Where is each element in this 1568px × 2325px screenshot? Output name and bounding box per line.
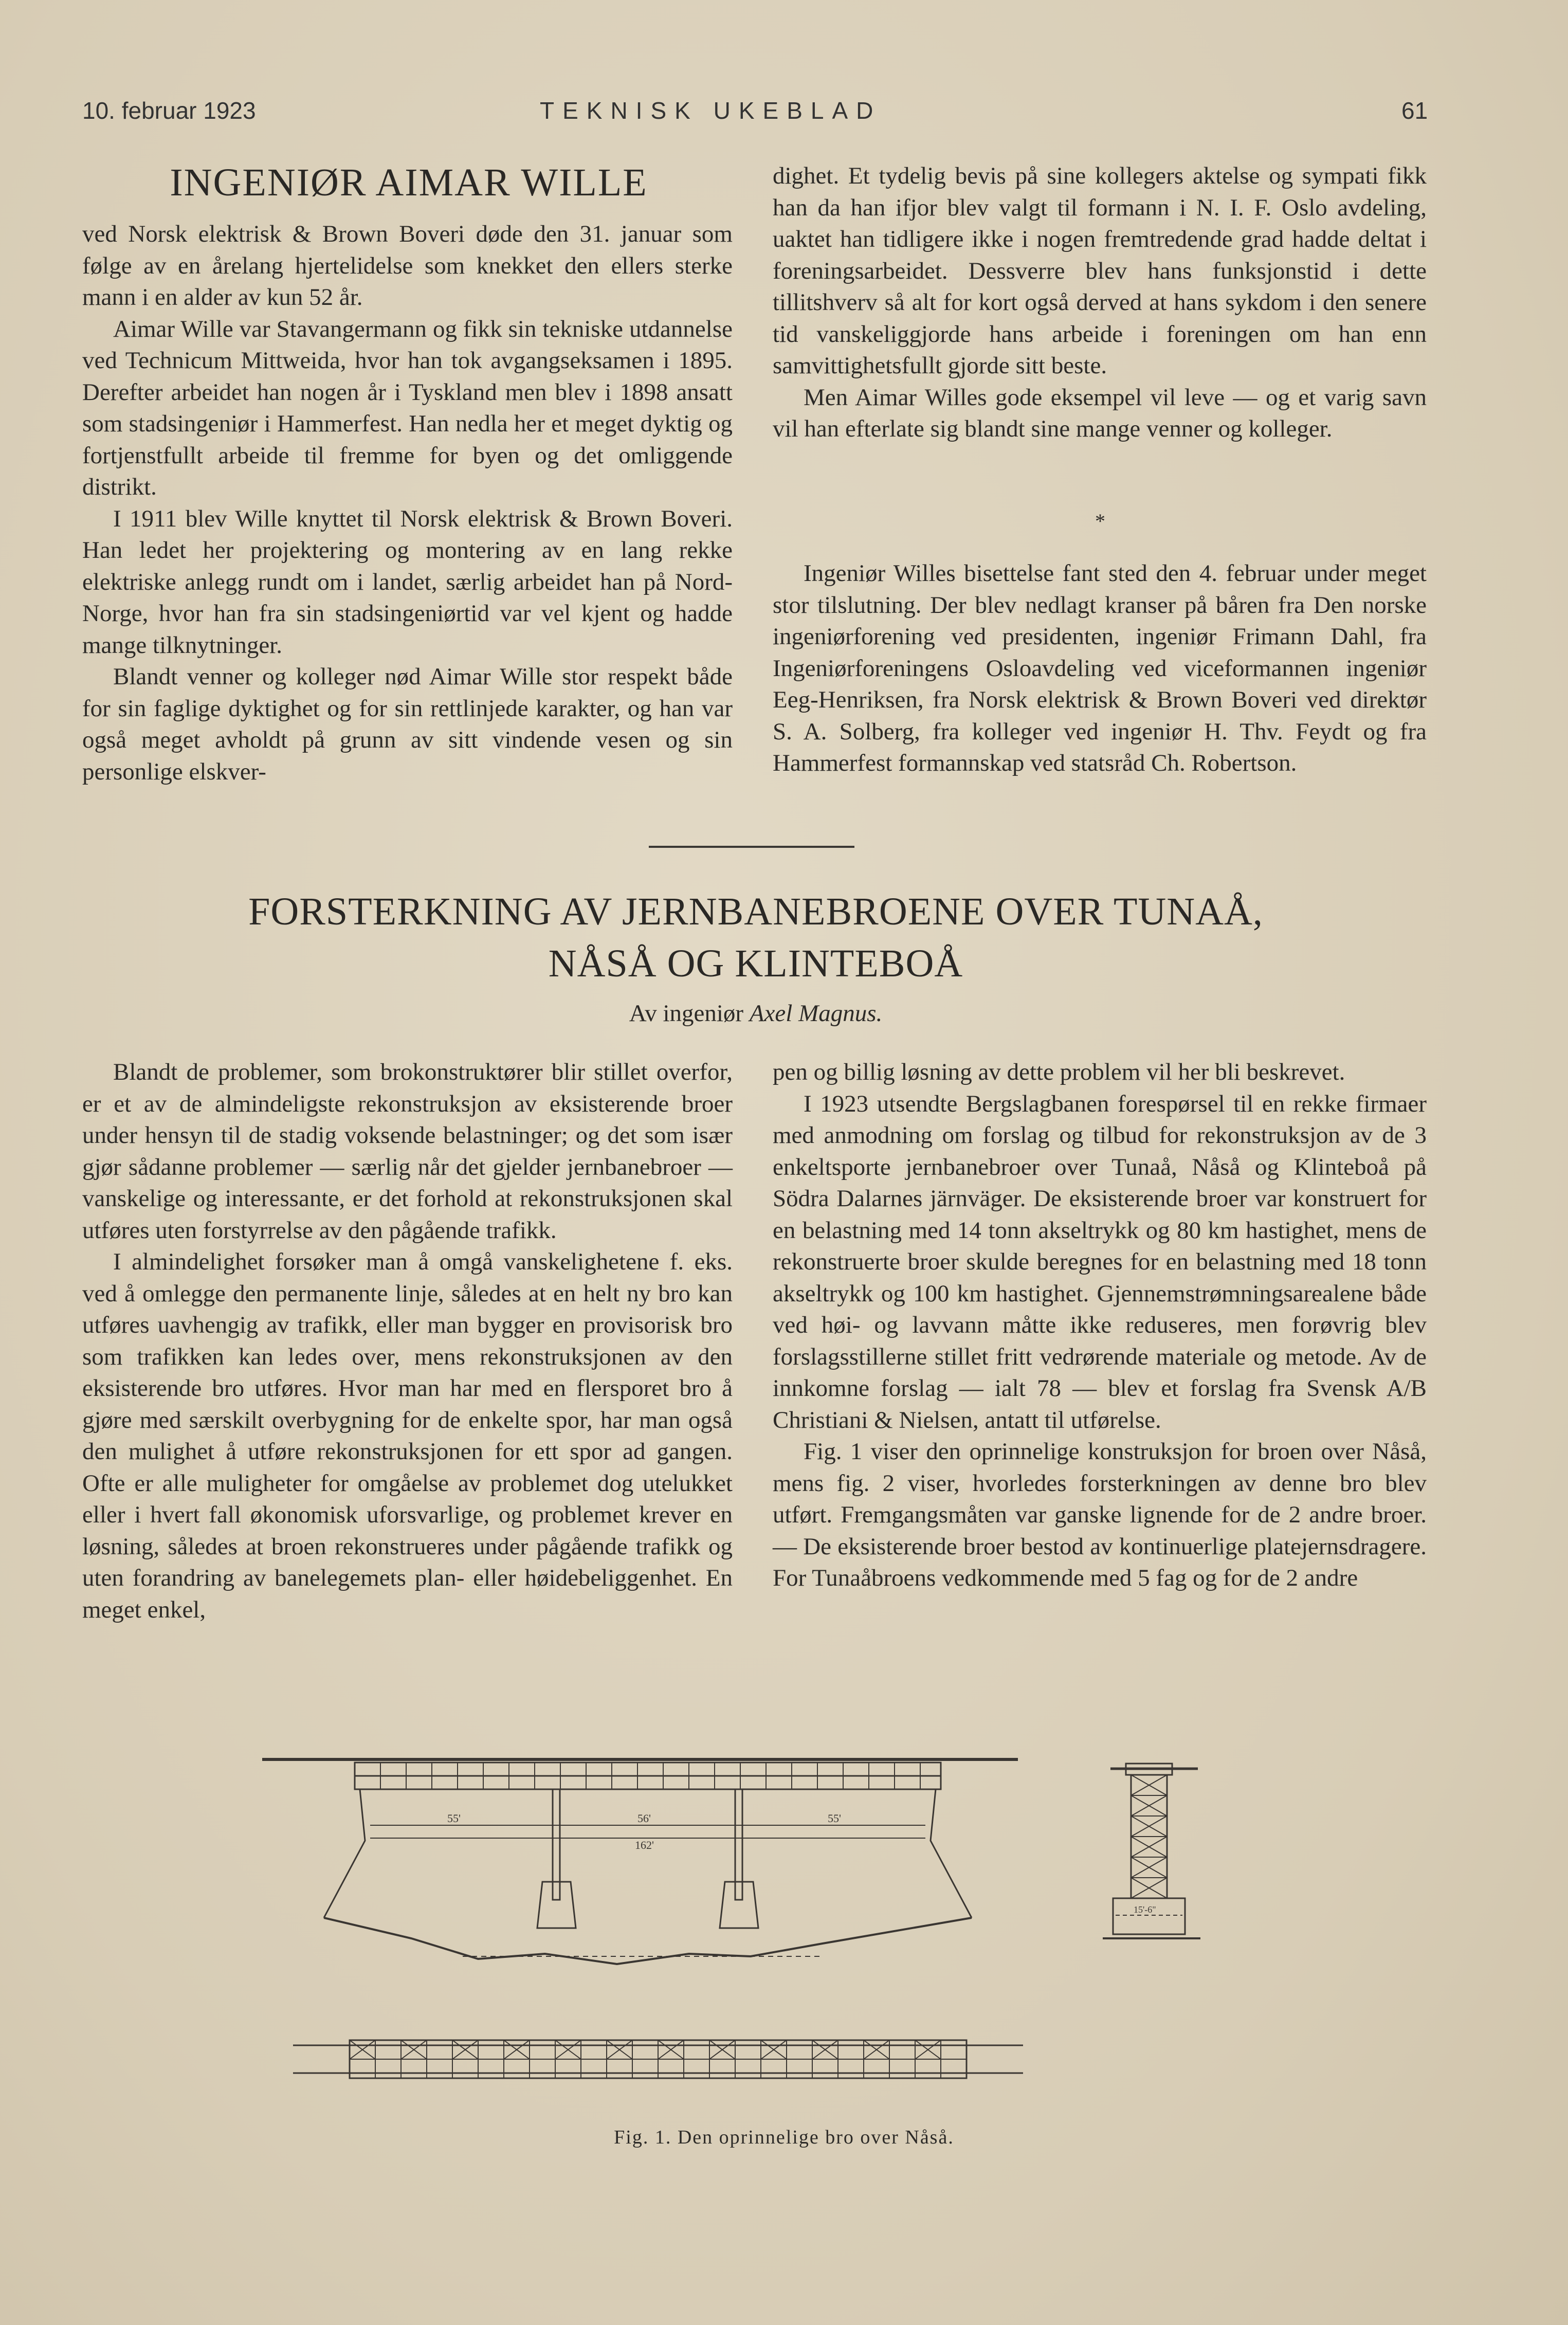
byline-author: Axel Magnus.	[749, 1000, 883, 1027]
article-column-2	[773, 1057, 1427, 1594]
bridge-elevation-drawing	[257, 1748, 1028, 1979]
obituary-column-2	[773, 160, 1427, 445]
byline	[82, 1000, 1429, 1027]
header-journal: TEKNISK UKEBLAD	[540, 97, 882, 124]
figure-caption: Fig. 1. Den oprinnelige bro over Nåså.	[614, 2127, 954, 2148]
byline-prefix: Av ingeniør	[629, 1000, 744, 1027]
obituary-paragraph: I 1911 blev Wille knyttet til Norsk elektrisk & Brown Boveri. Han ledet her projektering og montering av en lang rekke elektriske anlegg rundt om i landet, særlig arbeidet han på Nord-Norge, hvor han fra sin stadsingeniørtid var vel kjent og hadde mange tilknytninger.	[82, 505, 733, 659]
bridge-cross-section-drawing	[1100, 1758, 1203, 1954]
total-length-label: 162'	[635, 1839, 654, 1851]
obituary-paragraph: Blandt venner og kolleger nød Aimar Wille stor respekt både for sin faglige dyktighet og for sin rettlinjede karakter, og han var også meget avholdt på grunn av sitt vindende vesen og sin personlige elskver-	[82, 663, 733, 785]
obituary-paragraph: Aimar Wille var Stavangermann og fikk sin tekniske utdannelse ved Technicum Mittweida, hvor han tok avgangseksamen i 1895. Derefter arbeidet han nogen år i Tyskland men blev i 1898 ansatt som stadsingeniør i Hammerfest. Han nedla her et meget dyktig og fortjenstfullt arbeide til fremme for byen og det omliggende distrikt.	[82, 315, 733, 500]
article-paragraph: I 1923 utsendte Bergslagbanen forespørsel til en rekke firmaer med anmodning om forslag og tilbud for rekonstruksjon av de 3 enkeltsporte jernbanebroer over Tunaå, Nåså og Klinteboå på Södra Dalarnes järnväger. De eksisterende broer var konstruert for en belastning med 14 tonn akseltrykk og 80 km hastighet, mens de rekonstruerte broer skulde beregnes for en belastning med 18 tonn akseltrykk og 100 km hastighet. Gjennemstrømningsarealene både ved høi- og lavvann måtte ikke reduseres, men forøvrig blev forslagsstillerne stillet fritt vedrørende materiale og metode. Av de innkomne forslag — ialt 78 — blev et forslag fra Svensk A/B Christiani & Nielsen, antatt til utførelse.	[773, 1090, 1427, 1433]
bridge-plan-drawing	[293, 2036, 1023, 2082]
span-label-3: 55'	[828, 1812, 841, 1825]
header-page-number: 61	[1401, 97, 1428, 124]
obituary-column-2-continued	[773, 558, 1427, 779]
funeral-paragraph: Ingeniør Willes bisettelse fant sted den 4. februar under meget stor tilslutning. Der blev nedlagt kranser på båren fra Den norske ingeniørforening ved presidenten, ingeniør Frimann Dahl, fra Ingeniørforeningens Osloavdeling ved viceformannen ingeniør Eeg-Henriksen, fra Norsk elektrisk & Brown Boveri ved direktør S. A. Solberg, fra kolleger ved ingeniør H. Thv. Feydt og fra Hammerfest formannskap ved statsråd Ch. Robertson.	[773, 560, 1427, 776]
span-label-1: 55'	[447, 1812, 461, 1825]
article-paragraph: pen og billig løsning av dette problem vil her bli beskrevet.	[773, 1059, 1345, 1085]
section-separator-asterisk: *	[1095, 510, 1105, 533]
obituary-paragraph: ved Norsk elektrisk & Brown Boveri døde den 31. januar som følge av en årelang hjertelidelse som knekket den ellers sterke mann i en alder av kun 52 år.	[82, 221, 733, 311]
article-title-line-1: FORSTERKNING AV JERNBANEBROENE OVER TUNAÅ,	[248, 890, 1263, 933]
article-paragraph: Blandt de problemer, som brokonstruktører blir stillet overfor, er et av de almindeligste rekonstruksjon av eksisterende broer under hensyn til de stadig voksende belastninger; og det som især gjør sådanne problemer — særlig når det gjelder jernbanebroer — vanskelige og interessante, er det forhold at rekonstruksjonen skal utføres uten forstyrrelse av den pågående trafikk.	[82, 1059, 733, 1244]
span-label-2: 56'	[637, 1812, 651, 1825]
pier-width-label: 15'-6"	[1134, 1904, 1156, 1915]
obituary-column-1	[82, 219, 733, 788]
obituary-title: INGENIØR AIMAR WILLE	[170, 161, 648, 204]
article-paragraph: Fig. 1 viser den oprinnelige konstruksjon for broen over Nåså, mens fig. 2 viser, hvorledes forsterkningen av denne bro blev utført. Fremgangsmåten var ganske lignende for de 2 andre broer. — De eksisterende broer bestod av kontinuerlige platejernsdragere. For Tunaåbroens vedkommende med 5 fag og for de 2 andre	[773, 1438, 1427, 1591]
article-column-1	[82, 1057, 733, 1626]
obituary-paragraph: Men Aimar Willes gode eksempel vil leve — og et varig savn vil han efterlate sig blandt sine mange venner og kolleger.	[773, 384, 1427, 442]
article-paragraph: I almindelighet forsøker man å omgå vanskelighetene f. eks. ved å omlegge den permanente linje, således at en helt ny bro kan utføres uavhengig av trafikk, eller man bygger en provisorisk bro som trafikken kan ledes over, mens rekonstruksjonen av den eksisterende bro utføres. Hvor man har med en flersporet bro å gjøre med særskilt overbygning for de enkelte spor, har man også den mulighet å utføre rekonstruksjonen for ett spor ad gangen. Ofte er alle muligheter for omgåelse av problemet dog utelukket eller i hvert fall økonomisk uforsvarlige, og problemet krever en løsning, således at broen rekonstrueres under pågående trafikk og uten forandring av banelegemets plan- eller høidebeliggenhet. En meget enkel,	[82, 1248, 733, 1623]
article-title-line-2: NÅSÅ OG KLINTEBOÅ	[548, 942, 963, 985]
obituary-paragraph: dighet. Et tydelig bevis på sine kollegers aktelse og sympati fikk han da han ifjor blev valgt til formann i N. I. F. Oslo avdeling, uaktet han tidligere ikke i nogen fremtredende grad hadde deltat i foreningsarbeidet. Dessverre blev hans funksjonstid i dette tillitshverv så alt for kort også derved at hans sykdom i den senere tid vanskeliggjorde hans arbeide i foreningen om han enn samvittighetsfullt gjorde sitt beste.	[773, 162, 1427, 379]
header-date: 10. februar 1923	[82, 97, 256, 124]
article-divider	[649, 846, 854, 848]
